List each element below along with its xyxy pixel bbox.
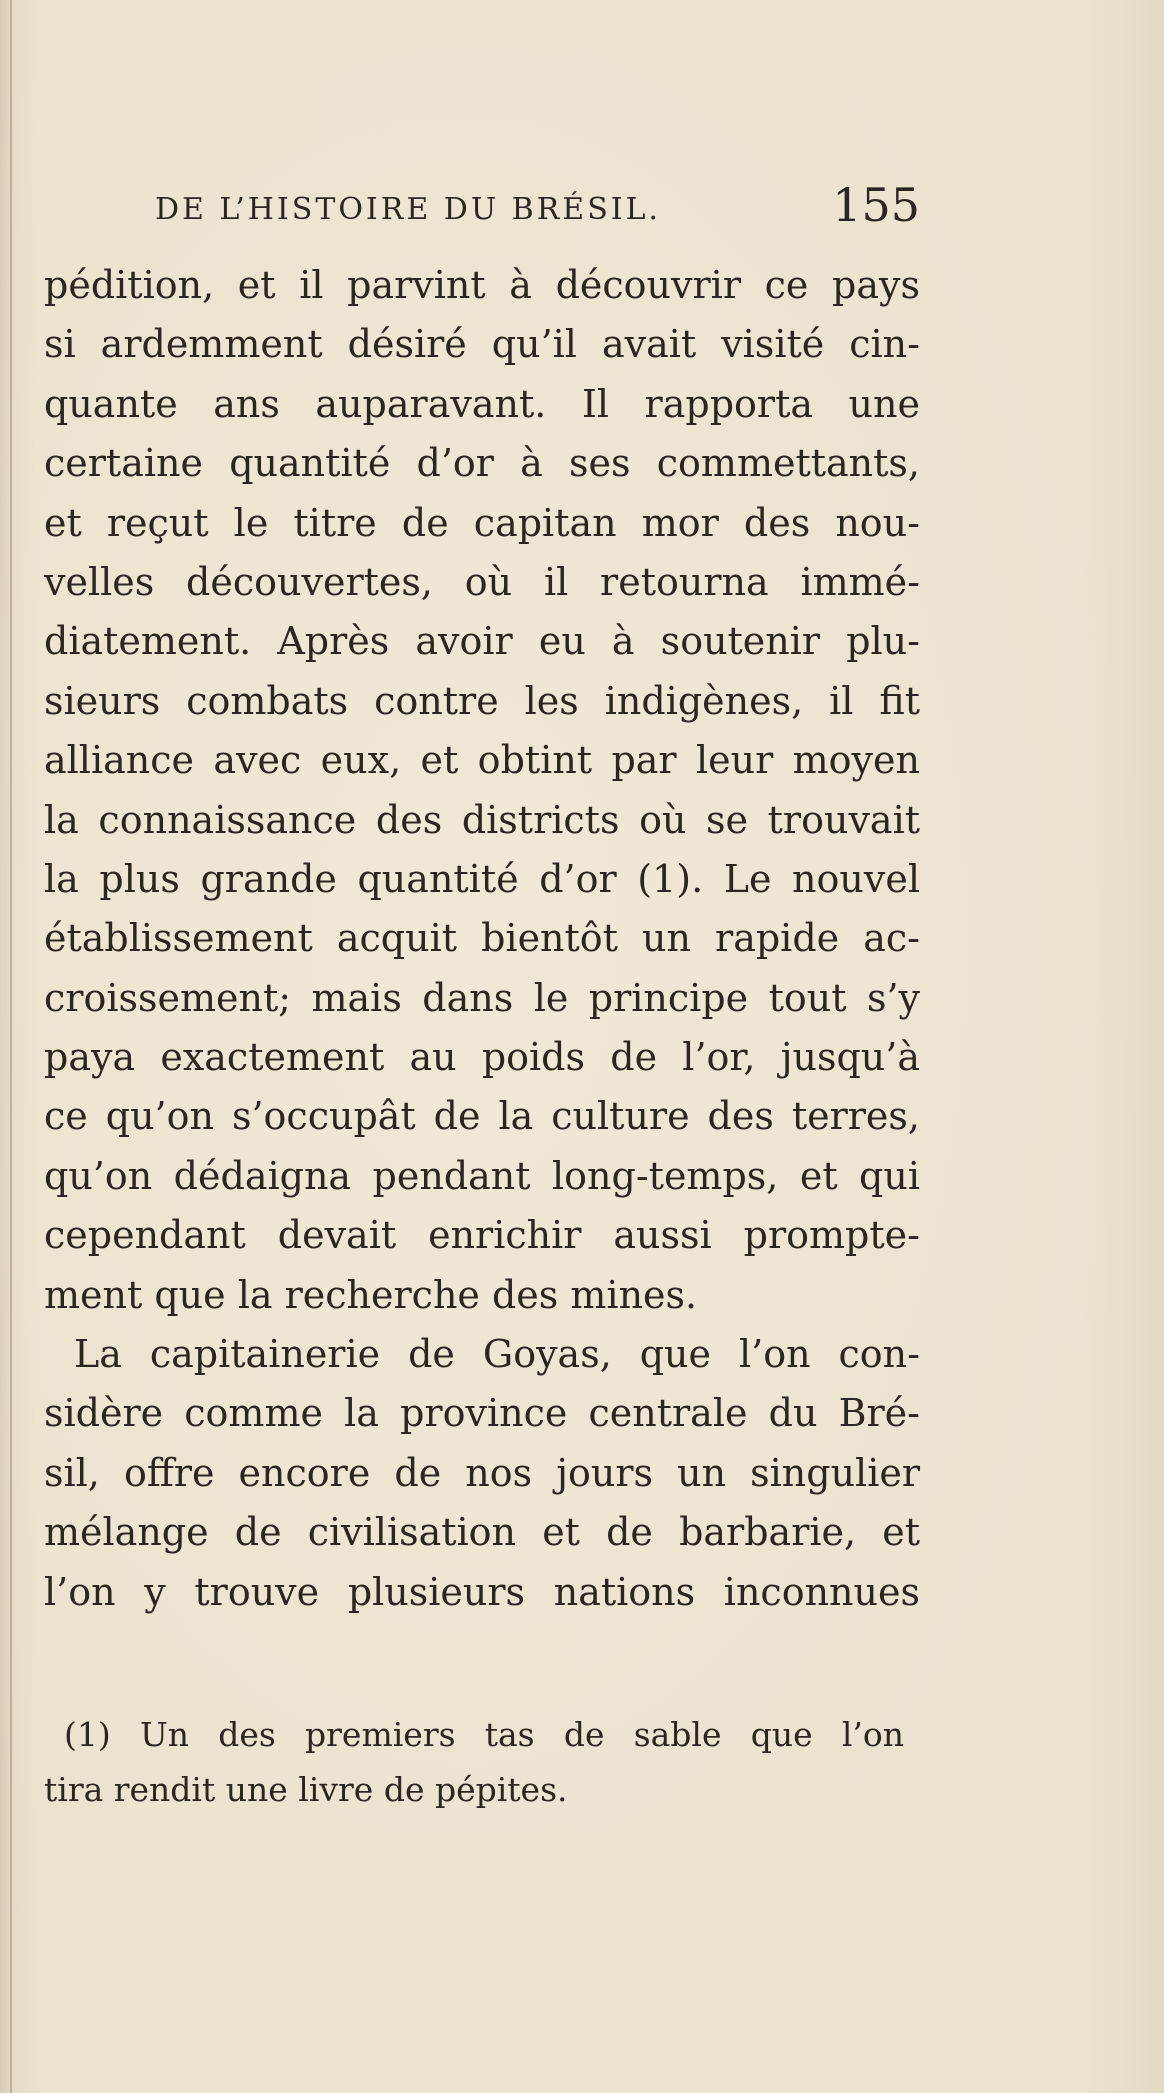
text-line: établissement acquit bientôt un rapide ac- [44,916,920,961]
text-line: ce qu’on s’occupât de la culture des terres, [44,1094,920,1139]
text-line: alliance avec eux, et obtint par leur moyen [44,738,920,783]
footnote-line: (1) Un des premiers tas de sable que l’on [64,1715,904,1754]
text-line: sil, offre encore de nos jours un singulier [44,1450,920,1495]
text-line: mélange de civilisation et de barbarie, et [44,1510,920,1555]
page-number: 155 [832,178,920,232]
text-line: sieurs combats contre les indigènes, il fit [44,678,920,723]
text-line-paragraph-end: ment que la recherche des mines. [44,1272,698,1317]
text-line: certaine quantité d’or à ses commettants, [44,441,920,486]
text-line: sidère comme la province centrale du Bré- [44,1391,920,1436]
running-title: DE L’HISTOIRE DU BRÉSIL. [155,192,662,227]
footnote-line: tira rendit une livre de pépites. [44,1770,568,1809]
text-line: paya exactement au poids de l’or, jusqu’à [44,1035,920,1080]
footnote [44,1707,904,1817]
page-gutter-edge [10,0,12,2093]
text-line: si ardemment désiré qu’il avait visité cin- [44,322,920,367]
text-line: l’on y trouve plusieurs nations inconnues [44,1569,920,1614]
text-line: la plus grande quantité d’or (1). Le nouvel [44,856,920,901]
body-text [44,256,920,1622]
text-line: croissement; mais dans le principe tout s’y [44,975,920,1020]
text-line: la connaissance des districts où se trouvait [44,797,920,842]
text-line: velles découvertes, où il retourna immé- [44,559,920,604]
text-line: cependant devait enrichir aussi prompte- [44,1213,920,1258]
page-header [155,178,920,238]
text-line: diatement. Après avoir eu à soutenir plu- [44,619,920,664]
text-line: quante ans auparavant. Il rapporta une [44,381,920,426]
text-line-paragraph-start: La capitainerie de Goyas, que l’on con- [74,1332,920,1377]
text-line: et reçut le titre de capitan mor des nou- [44,500,920,545]
text-line: pédition, et il parvint à découvrir ce pays [44,263,920,307]
text-line: qu’on dédaigna pendant long-temps, et qui [44,1153,920,1198]
